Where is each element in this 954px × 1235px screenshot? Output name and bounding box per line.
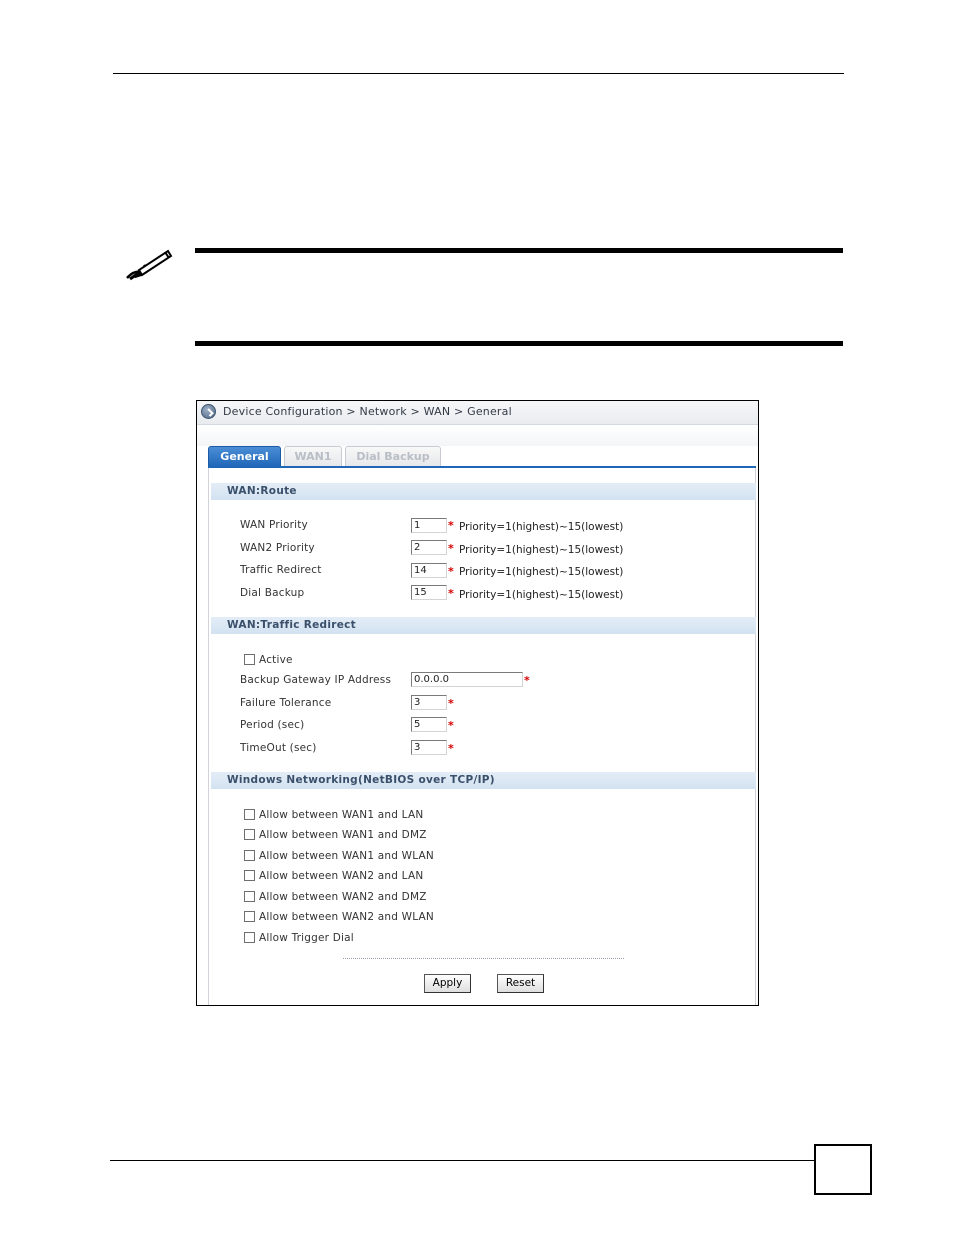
breadcrumb: Device Configuration > Network > WAN > General (223, 405, 512, 418)
allow-trigger-dial-checkbox[interactable] (244, 932, 255, 943)
allow-wan2-wlan-checkbox[interactable] (244, 911, 255, 922)
allow-wan1-wlan-checkbox[interactable] (244, 850, 255, 861)
period-input[interactable] (411, 717, 447, 732)
pencil-note-icon (124, 248, 174, 282)
failure-tolerance-input[interactable] (411, 695, 447, 710)
failure-tolerance-label: Failure Tolerance (240, 697, 332, 709)
section-windows-networking: Windows Networking(NetBIOS over TCP/IP) (211, 772, 756, 789)
allow-trigger-dial-label: Allow Trigger Dial (259, 932, 354, 944)
wan2-priority-hint: Priority=1(highest)~15(lowest) (459, 544, 624, 556)
wan2-priority-input[interactable] (411, 540, 447, 555)
allow-wan1-dmz-label: Allow between WAN1 and DMZ (259, 829, 427, 841)
apply-button[interactable]: Apply (424, 974, 471, 993)
wan-priority-hint: Priority=1(highest)~15(lowest) (459, 521, 624, 533)
tab-general[interactable]: General (208, 446, 281, 467)
reset-button[interactable]: Reset (497, 974, 544, 993)
section-traffic-redirect: WAN:Traffic Redirect (211, 617, 756, 634)
allow-wan1-lan-checkbox[interactable] (244, 809, 255, 820)
note-bottom-bar (195, 341, 843, 346)
circle-chevron-icon (201, 404, 216, 419)
required-mark: * (448, 542, 454, 555)
allow-wan1-wlan-label: Allow between WAN1 and WLAN (259, 850, 434, 862)
dial-backup-hint: Priority=1(highest)~15(lowest) (459, 589, 624, 601)
wan2-priority-label: WAN2 Priority (240, 542, 315, 554)
allow-wan2-wlan-label: Allow between WAN2 and WLAN (259, 911, 434, 923)
wan-priority-label: WAN Priority (240, 519, 308, 531)
traffic-redirect-input[interactable] (411, 563, 447, 578)
tab-dial-backup[interactable]: Dial Backup (345, 446, 441, 467)
allow-wan1-dmz-checkbox[interactable] (244, 829, 255, 840)
page-number-box (814, 1144, 872, 1195)
required-mark: * (448, 587, 454, 600)
active-label: Active (259, 654, 293, 666)
section-wan-route: WAN:Route (211, 483, 756, 500)
wan-general-screen (196, 400, 759, 1006)
button-divider (343, 958, 624, 959)
allow-wan1-lan-label: Allow between WAN1 and LAN (259, 809, 424, 821)
allow-wan2-dmz-label: Allow between WAN2 and DMZ (259, 891, 427, 903)
allow-wan2-lan-label: Allow between WAN2 and LAN (259, 870, 424, 882)
dial-backup-label: Dial Backup (240, 587, 305, 599)
allow-wan2-dmz-checkbox[interactable] (244, 891, 255, 902)
required-mark: * (448, 519, 454, 532)
dial-backup-input[interactable] (411, 585, 447, 600)
backup-gateway-label: Backup Gateway IP Address (240, 674, 392, 686)
traffic-redirect-hint: Priority=1(highest)~15(lowest) (459, 566, 624, 578)
backup-gateway-input[interactable] (411, 672, 523, 687)
footer-rule (110, 1160, 816, 1161)
timeout-label: TimeOut (sec) (240, 742, 317, 754)
traffic-redirect-label: Traffic Redirect (240, 564, 322, 576)
required-mark: * (448, 719, 454, 732)
wan-priority-input[interactable] (411, 518, 447, 533)
note-top-bar (195, 248, 843, 253)
header-rule (113, 73, 844, 74)
active-checkbox[interactable] (244, 654, 255, 665)
timeout-input[interactable] (411, 740, 447, 755)
title-bar (197, 401, 758, 425)
tab-wan1[interactable]: WAN1 (284, 446, 342, 467)
required-mark: * (448, 742, 454, 755)
allow-wan2-lan-checkbox[interactable] (244, 870, 255, 881)
required-mark: * (524, 674, 530, 687)
period-label: Period (sec) (240, 719, 305, 731)
required-mark: * (448, 697, 454, 710)
required-mark: * (448, 565, 454, 578)
